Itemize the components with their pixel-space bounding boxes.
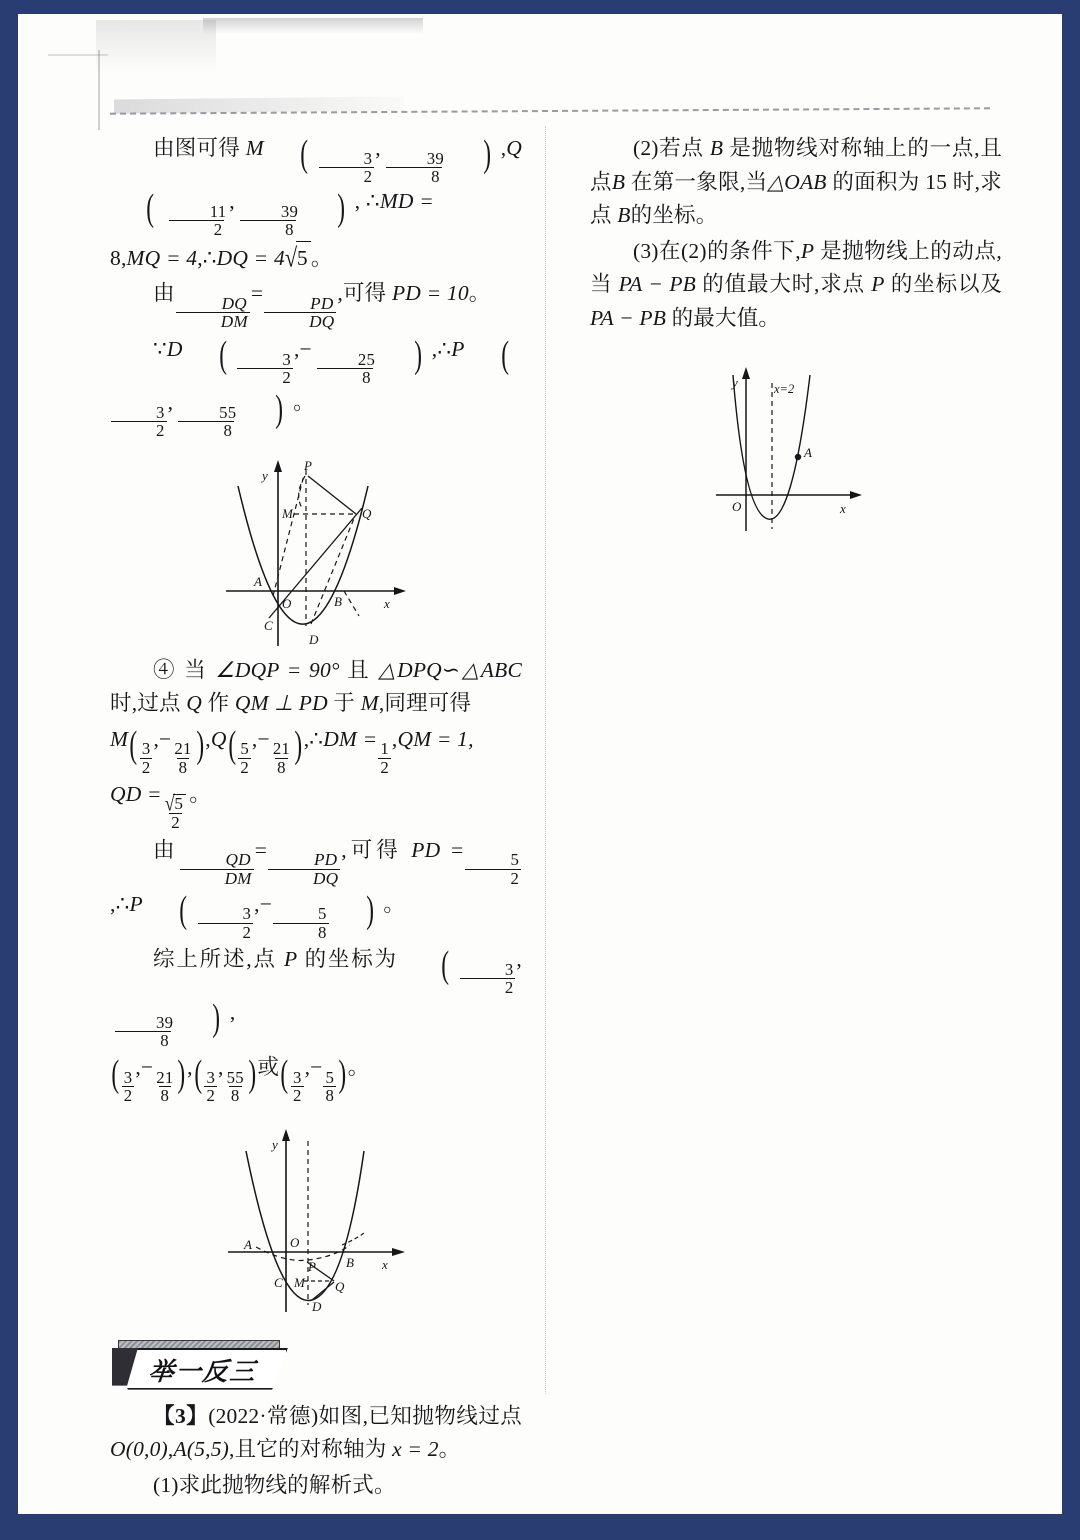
text-4: 作 bbox=[207, 691, 230, 716]
text-2: 的坐标为 bbox=[304, 946, 398, 971]
frac-num: 39 bbox=[426, 148, 444, 168]
expression-1: PA − PB bbox=[618, 272, 696, 297]
therefore-symbol: ∴ bbox=[309, 726, 324, 751]
frac-den: 2 bbox=[292, 1086, 302, 1106]
therefore-symbol: ∴ bbox=[365, 189, 380, 214]
frac-num: 5 bbox=[510, 850, 520, 870]
point-Q-label: Q bbox=[210, 726, 227, 751]
label-O: O bbox=[290, 1234, 300, 1250]
sub-marker: (3) bbox=[633, 238, 659, 263]
frac-num: 25 bbox=[357, 349, 376, 369]
paragraph-qd-value bbox=[110, 778, 522, 832]
parabola-figure-problem3 bbox=[706, 353, 886, 533]
label-y-axis: y bbox=[262, 467, 268, 483]
frac-den: 2 bbox=[141, 757, 151, 777]
point-M-label: M bbox=[110, 726, 129, 751]
label-C: C bbox=[264, 617, 273, 633]
expression-2: PA − PB bbox=[590, 305, 667, 330]
frac-num: PD bbox=[310, 293, 334, 313]
label-P: P bbox=[304, 457, 312, 473]
minus-sign: − bbox=[140, 1055, 154, 1080]
point-Q: Q bbox=[186, 691, 202, 716]
frac-num: 21 bbox=[272, 739, 290, 759]
frac-num: 55 bbox=[219, 403, 237, 423]
banner-label: 举一反三 bbox=[147, 1356, 259, 1386]
frac-num: 3 bbox=[292, 1068, 302, 1088]
paragraph-md-mq: 由图可得 M ( $\frac{3}{2}$ , $\frac{39}{8}$ ) ,Q( $\frac{11}{2}$ , $\frac{39}{8}$ ) , ∴MD = bbox=[146, 133, 522, 240]
angle-condition: ∠DQP = 90° bbox=[215, 657, 340, 682]
period: 。 bbox=[310, 245, 333, 270]
point-P-2: P bbox=[871, 272, 885, 297]
frac-num: 3 bbox=[282, 349, 291, 369]
text-1: 当 bbox=[184, 657, 208, 682]
text-5: 的坐标。 bbox=[630, 203, 718, 228]
text-2: 是抛物线对称轴上的一点,且点 bbox=[590, 136, 1003, 194]
frac-den: DM bbox=[176, 312, 250, 331]
parabola-figure-case3 bbox=[216, 448, 416, 648]
problem-source: (2022·常德) bbox=[208, 1403, 319, 1428]
label-axis-line: x=2 bbox=[774, 382, 795, 397]
period: 。 bbox=[293, 390, 315, 415]
label-D: D bbox=[312, 1298, 322, 1314]
point-M-label: M bbox=[245, 136, 264, 160]
frac-den: 2 bbox=[171, 812, 180, 832]
equals: = bbox=[250, 281, 264, 306]
frac-num: 39 bbox=[156, 1012, 174, 1032]
label-D: D bbox=[309, 631, 319, 647]
text-3: 时,过点 bbox=[110, 691, 181, 716]
frac-den: 2 bbox=[123, 1086, 133, 1106]
label-Q: Q bbox=[335, 1278, 345, 1294]
period: 。 bbox=[438, 1437, 461, 1462]
frac-num: 5 bbox=[318, 904, 327, 924]
text-3: 的值最大时,求点 bbox=[702, 272, 866, 297]
paragraph-case4-coords: M( $\frac{3}{2}$ ,− $\frac{21}{8}$ ),Q( $\frac{5}{2}$ ,− $\frac{21}{8}$ ),∴DM = $\frac{1}{2}$ ,QM = 1, bbox=[110, 723, 474, 777]
label-x-axis: x bbox=[384, 595, 390, 611]
document-page bbox=[18, 14, 1062, 1514]
pd-result: PD = 10 bbox=[391, 281, 469, 306]
minus-sign: − bbox=[159, 726, 172, 751]
md-value: 8 bbox=[110, 245, 121, 270]
period: 。 bbox=[383, 891, 406, 916]
point-B-1: B bbox=[709, 136, 724, 160]
frac-num: 3 bbox=[123, 1068, 133, 1088]
figure-2-container bbox=[110, 1119, 522, 1314]
left-column bbox=[110, 132, 522, 1504]
text-1: 在(2)的条件下, bbox=[658, 238, 801, 263]
because-symbol: ∵ bbox=[153, 337, 167, 362]
frac-den: DQ bbox=[264, 312, 336, 331]
text-mid: ,可得 bbox=[341, 837, 402, 862]
frac-den: 8 bbox=[160, 1086, 170, 1106]
label-M: M bbox=[294, 1274, 305, 1290]
frac-den: 8 bbox=[115, 1031, 171, 1049]
minus-sign: − bbox=[259, 891, 273, 916]
sub-marker: (2) bbox=[633, 136, 659, 160]
period: 。 bbox=[347, 1055, 370, 1080]
frac-den: DM bbox=[180, 869, 254, 888]
therefore-symbol: ∴ bbox=[437, 337, 452, 362]
text-2: 且 bbox=[347, 657, 371, 682]
frac-den: 2 bbox=[169, 220, 225, 238]
point-P: P bbox=[284, 946, 298, 971]
frac-den: 8 bbox=[230, 1086, 240, 1106]
point-A-coord: A(5,5) bbox=[173, 1437, 230, 1462]
frac-num: 3 bbox=[363, 148, 373, 168]
point-P-1: P bbox=[800, 238, 815, 263]
label-x-axis: x bbox=[840, 501, 846, 517]
frac-num: 39 bbox=[280, 201, 299, 221]
point-O-coord: O(0,0) bbox=[110, 1437, 168, 1462]
frac-num: PD bbox=[313, 850, 338, 870]
point-Q-label: Q bbox=[506, 136, 522, 160]
equals: = bbox=[254, 837, 268, 862]
label-Q: Q bbox=[362, 505, 372, 521]
frac-den: 8 bbox=[273, 923, 329, 941]
label-P: P bbox=[308, 1258, 316, 1274]
dq-equation: DQ = 4 bbox=[216, 245, 285, 270]
frac-den: 8 bbox=[277, 757, 286, 777]
label-A: A bbox=[244, 1236, 252, 1252]
frac-den: 2 bbox=[460, 978, 516, 996]
paragraph-dq-value: 8,MQ = 4,∴DQ = 4√5 。 bbox=[110, 241, 522, 276]
paragraph-conclusion: 综上所述,点 P 的坐标为 ( $\frac{3}{2}$ , $\frac{39}{8}$ ) , bbox=[110, 943, 522, 1050]
paragraph-case4-result: 由 $\frac{QD}{DM}$ = $\frac{PD}{DQ}$ ,可得 PD = $\frac{5}{2}$ ,∴P ( $\frac{3}{2}$ ,− $\frac{5}{8}$ ) 。 bbox=[110, 837, 520, 942]
minus-sign: − bbox=[257, 726, 270, 751]
period: 。 bbox=[468, 281, 491, 306]
frac-den: 2 bbox=[206, 1086, 216, 1106]
frac-den: 8 bbox=[386, 167, 442, 185]
frac-num: QD bbox=[225, 850, 251, 870]
paragraph-case4-intro bbox=[110, 654, 522, 721]
frac-den: 8 bbox=[240, 220, 296, 238]
frac-den: 8 bbox=[317, 368, 373, 386]
parabola-figure-case4 bbox=[216, 1119, 416, 1314]
point-P-label: P bbox=[451, 337, 465, 362]
text-mid: ,可得 bbox=[337, 281, 387, 306]
problem-text-1: 如图,已知抛物线过点 bbox=[318, 1403, 522, 1428]
frac-num: 55 bbox=[226, 1068, 244, 1088]
label-O: O bbox=[732, 499, 742, 515]
text-5: 的最大值。 bbox=[671, 305, 781, 330]
figure-1-container bbox=[110, 448, 522, 648]
frac-den: 2 bbox=[319, 167, 375, 185]
frac-den: 2 bbox=[380, 757, 389, 777]
problem-3-sub-2 bbox=[590, 132, 1002, 233]
figure-3-container bbox=[590, 353, 1002, 533]
frac-den: 8 bbox=[178, 421, 234, 439]
triangle-2: △ABC bbox=[460, 657, 522, 682]
frac-den: 2 bbox=[111, 421, 167, 439]
label-C: C bbox=[274, 1274, 283, 1290]
problem-3-sub-3 bbox=[590, 235, 1002, 336]
text-4: 的坐标以及 bbox=[890, 272, 1003, 297]
frac-num: 3 bbox=[242, 904, 252, 924]
radicand: 5 bbox=[296, 241, 311, 276]
frac-num: 3 bbox=[206, 1068, 216, 1088]
label-y-axis: y bbox=[272, 1136, 278, 1152]
point-D-label: D bbox=[166, 337, 183, 362]
therefore-symbol: ∴ bbox=[115, 891, 130, 916]
frac-num: 5 bbox=[325, 1068, 335, 1088]
text-1: 综上所述,点 bbox=[153, 946, 277, 971]
text-4: 的面积为 15 时,求点 bbox=[590, 169, 1002, 228]
text-5: 于 bbox=[333, 691, 356, 716]
text-3: 在第一象限,当 bbox=[630, 169, 768, 194]
problem-3-statement: 【3】(2022·常德)如图,已知抛物线过点 O(0,0),A(5,5),且它的对称轴为 x = 2。 bbox=[110, 1403, 522, 1462]
text-6: ,同理可得 bbox=[378, 691, 472, 716]
frac-den: 8 bbox=[178, 757, 188, 777]
problem-3-sub-1: (1)求此抛物线的解析式。 bbox=[153, 1472, 396, 1497]
therefore-symbol: ∴ bbox=[202, 245, 217, 270]
list-marker: ④ bbox=[153, 657, 177, 682]
text-or: 或 bbox=[257, 1055, 280, 1080]
frac-den: DQ bbox=[268, 869, 340, 888]
text-lead: 由 bbox=[153, 837, 179, 862]
qm-equation: QM = 1, bbox=[397, 726, 474, 751]
section-banner bbox=[112, 1340, 288, 1388]
text-lead: 由 bbox=[153, 281, 175, 306]
minus-sign: − bbox=[299, 337, 312, 362]
scan-smudge bbox=[48, 54, 108, 56]
perpendicular-expr: QM ⊥ PD bbox=[234, 691, 328, 716]
text-lead: 由图可得 bbox=[153, 136, 241, 160]
text-1: 若点 bbox=[658, 136, 704, 160]
frac-num: 1 bbox=[380, 739, 389, 759]
frac-num: 21 bbox=[156, 1068, 174, 1088]
frac-num: 3 bbox=[141, 739, 151, 759]
frac-den: 8 bbox=[325, 1086, 335, 1106]
frac-den: 2 bbox=[465, 869, 521, 887]
paragraph-conclusion-coords: ( $\frac{3}{2}$ ,− $\frac{21}{8}$ ),( $\frac{3}{2}$ , $\frac{55}{8}$ )或( $\frac{3}{2}$ ,− $\frac{5}{8}$ )。 bbox=[111, 1052, 370, 1106]
point-A-marker bbox=[795, 454, 801, 460]
mq-equation: MQ = 4 bbox=[126, 245, 198, 270]
qd-equation: QD = bbox=[110, 781, 162, 806]
paragraph-ratio-pd bbox=[110, 277, 522, 331]
label-y-axis: y bbox=[732, 375, 738, 391]
label-x-axis: x bbox=[382, 1256, 388, 1272]
point-P-label: P bbox=[129, 891, 143, 916]
problem-text-2: ,且它的对称轴为 bbox=[229, 1437, 387, 1462]
frac-den: 2 bbox=[198, 923, 254, 941]
frac-num: 3 bbox=[504, 959, 514, 979]
label-B: B bbox=[346, 1254, 354, 1270]
scan-smudge bbox=[96, 20, 216, 72]
label-A: A bbox=[254, 573, 262, 589]
label-O: O bbox=[282, 595, 292, 611]
frac-num: 3 bbox=[156, 403, 165, 423]
frac-num: 11 bbox=[209, 201, 227, 221]
text-2: 是抛物线上的动点,当 bbox=[590, 238, 1002, 297]
frac-num: 21 bbox=[174, 739, 192, 759]
frac-num-sqrt: √5 bbox=[163, 794, 188, 813]
scan-fold-line bbox=[98, 50, 100, 130]
period: 。 bbox=[189, 781, 211, 806]
label-M: M bbox=[282, 505, 293, 521]
minus-sign: − bbox=[310, 1055, 323, 1080]
point-B-2: B bbox=[611, 169, 626, 194]
point-M: M bbox=[360, 691, 379, 716]
scan-smudge bbox=[203, 18, 423, 34]
right-column bbox=[590, 132, 1002, 539]
frac-num: DQ bbox=[221, 293, 247, 313]
similar-symbol: ∽ bbox=[441, 657, 461, 682]
problem-number: 【3】 bbox=[153, 1403, 209, 1428]
label-B: B bbox=[334, 593, 342, 609]
md-equation: MD = bbox=[379, 189, 434, 214]
triangle-1: △DPQ bbox=[378, 657, 442, 682]
frac-num: 5 bbox=[240, 739, 249, 759]
triangle-OAB: △OAB bbox=[767, 169, 827, 194]
frac-den: 2 bbox=[240, 757, 249, 777]
column-divider bbox=[545, 126, 546, 1394]
axis-equation: x = 2 bbox=[392, 1437, 439, 1462]
pd-equation: PD = bbox=[411, 837, 465, 862]
point-B-3: B bbox=[617, 203, 631, 228]
frac-den: 2 bbox=[237, 368, 293, 386]
label-A: A bbox=[804, 445, 812, 461]
paragraph-D-P-coords: ∵D ( $\frac{3}{2}$ ,− $\frac{25}{8}$ ) ,∴P ( $\frac{3}{2}$ , $\frac{55}{8}$ ) 。 bbox=[110, 333, 522, 440]
dm-equation: DM = bbox=[323, 726, 378, 751]
